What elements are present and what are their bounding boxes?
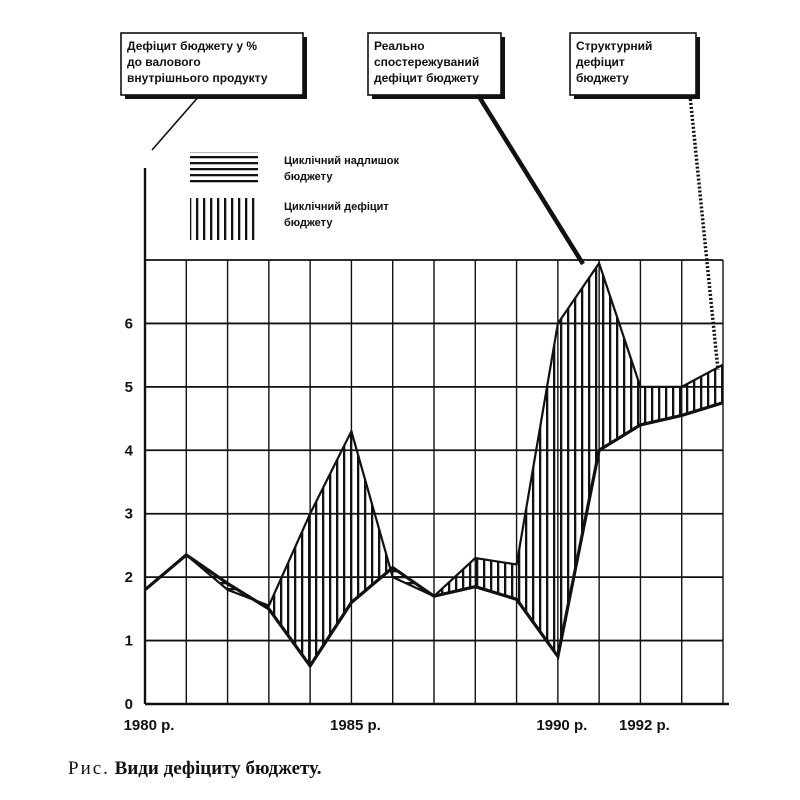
legend-label: Циклічний дефіцит [284, 201, 389, 213]
callout-text: дефіцит бюджету [374, 71, 479, 85]
y-tick-label: 0 [124, 696, 133, 713]
y-tick-label: 3 [124, 505, 133, 523]
callout-text: Дефіцит бюджету у % [127, 39, 258, 53]
y-tick-label: 2 [124, 569, 133, 587]
callout-text: внутрішнього продукту [127, 71, 268, 85]
y-tick-label: 1 [124, 632, 133, 650]
axes [145, 168, 729, 704]
x-tick-label: 1990 р. [536, 717, 588, 734]
legend-label: Циклічний надлишок [284, 155, 399, 167]
y-tick-label: 5 [124, 378, 133, 396]
x-tick-label: 1985 р. [329, 717, 381, 734]
caption-label: Рис. [68, 758, 110, 779]
callout-leader [478, 95, 583, 264]
grid [145, 260, 723, 704]
callout-text: спостережуваний [374, 55, 480, 69]
callout-text: дефіцит [576, 55, 625, 69]
y-tick-label: 6 [124, 315, 133, 333]
legend [190, 152, 399, 240]
caption-title: Види дефіциту бюджету. [114, 758, 322, 779]
legend-label: бюджету [284, 171, 333, 183]
legend-swatch-deficit [190, 198, 258, 240]
cyclical-deficit-area [599, 263, 640, 450]
callout-text: бюджету [576, 71, 629, 85]
legend-swatch-surplus [190, 152, 258, 186]
callout-text: до валового [127, 55, 201, 69]
callout-text: Реально [374, 39, 425, 53]
y-tick-label: 4 [124, 442, 133, 460]
x-tick-label: 1992 р. [618, 717, 670, 734]
callout-leader [152, 95, 200, 150]
cyclical-deficit-area [310, 431, 351, 666]
cyclical-deficit-area [558, 263, 599, 656]
x-tick-label: 1980 р. [123, 717, 175, 734]
callout-text: Структурний [576, 39, 653, 53]
legend-label: бюджету [284, 217, 333, 229]
figure-caption [68, 758, 321, 780]
callout-leader [690, 95, 718, 370]
